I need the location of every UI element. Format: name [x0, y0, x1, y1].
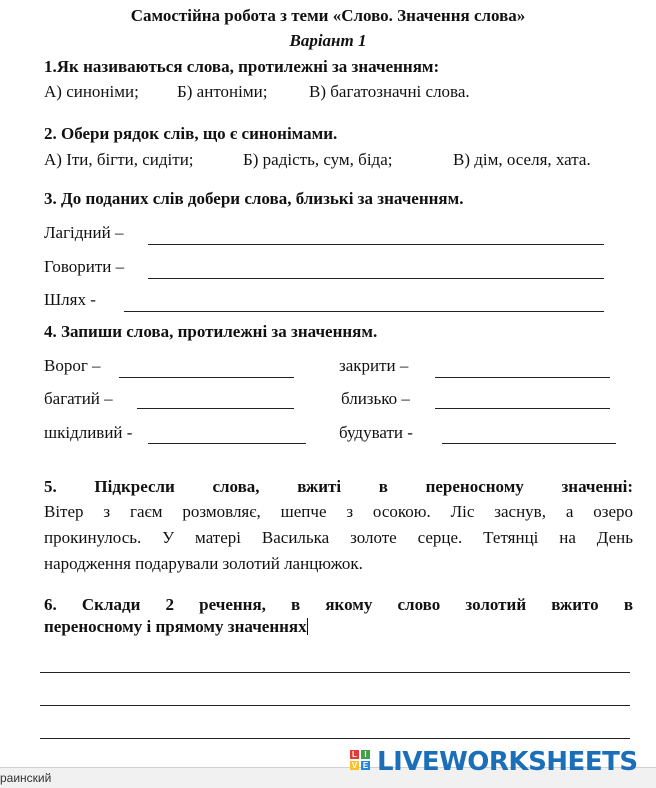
q3-word-1: Лагідний –	[44, 223, 124, 242]
q5-question: 5. Підкресли слова, вжиті в переносному значенні:	[44, 477, 633, 496]
q6-answer-line-3[interactable]	[40, 738, 630, 739]
logo-square-i: I	[361, 750, 370, 759]
q4-right-answer-line-3[interactable]	[442, 443, 616, 444]
logo-text: LIVEWORKSHEETS	[377, 747, 638, 777]
q6-answer-line-1[interactable]	[40, 672, 630, 673]
logo-square-l: L	[350, 750, 359, 759]
q5-text-line-1[interactable]: Вітер з гаєм розмовляє, шепче з осокою. Ліс заснув, а озеро	[44, 502, 633, 521]
q4-question: 4. Запиши слова, протилежні за значенням.	[44, 322, 378, 341]
q2-option-a[interactable]: А) Іти, бігти, сидіти;	[44, 150, 194, 169]
q6-answer-line-2[interactable]	[40, 705, 630, 706]
q4-left-word-1: Ворог –	[44, 356, 101, 375]
q2-question: 2. Обери рядок слів, що є синонімами.	[44, 124, 338, 143]
q1-option-a[interactable]: А) синоніми;	[44, 82, 139, 101]
q4-right-answer-line-2[interactable]	[435, 408, 610, 409]
q1-option-c[interactable]: В) багатозначні слова.	[309, 82, 470, 101]
q6-question-line-1: 6. Склади 2 речення, в якому слово золотий вжито в	[44, 595, 633, 614]
q4-right-answer-line-1[interactable]	[435, 377, 610, 378]
variant-label: Варіант 1	[289, 31, 367, 50]
q4-left-answer-line-1[interactable]	[119, 377, 294, 378]
q4-right-word-3: будувати -	[339, 423, 413, 442]
q2-option-b[interactable]: Б) радість, сум, біда;	[243, 150, 393, 169]
q4-left-word-3: шкідливий -	[44, 423, 133, 442]
q1-question: 1.Як називаються слова, протилежні за значенням:	[44, 57, 440, 76]
q3-answer-line-3[interactable]	[124, 311, 604, 312]
q4-right-word-2: близько –	[341, 389, 410, 408]
logo-square-v: V	[351, 761, 358, 770]
q6-question-text: переносному і прямому значеннях	[44, 617, 307, 636]
text-cursor	[307, 618, 308, 635]
q4-left-answer-line-2[interactable]	[137, 408, 294, 409]
q2-option-c[interactable]: В) дім, оселя, хата.	[453, 150, 591, 169]
logo-square-e: E	[362, 761, 369, 770]
q3-answer-line-2[interactable]	[148, 278, 604, 279]
q3-answer-line-1[interactable]	[148, 244, 604, 245]
q4-right-word-1: закрити –	[339, 356, 409, 375]
q5-text-line-3[interactable]: народження подарували золотий ланцюжок.	[44, 554, 363, 573]
q5-text-line-2[interactable]: прокинулось. У матері Василька золоте серце. Тетянці на День	[44, 528, 633, 547]
q3-word-2: Говорити –	[44, 257, 125, 276]
q3-question: 3. До поданих слів добери слова, близькі за значенням.	[44, 189, 464, 208]
q1-option-b[interactable]: Б) антоніми;	[177, 82, 268, 101]
q3-word-3: Шлях -	[44, 290, 96, 309]
worksheet-title: Самостійна робота з теми «Слово. Значення слова»	[130, 6, 526, 25]
q4-left-answer-line-3[interactable]	[148, 443, 306, 444]
q4-left-word-2: багатий –	[44, 389, 113, 408]
q6-question-line-2	[44, 617, 308, 637]
status-language: раинский	[0, 771, 52, 785]
